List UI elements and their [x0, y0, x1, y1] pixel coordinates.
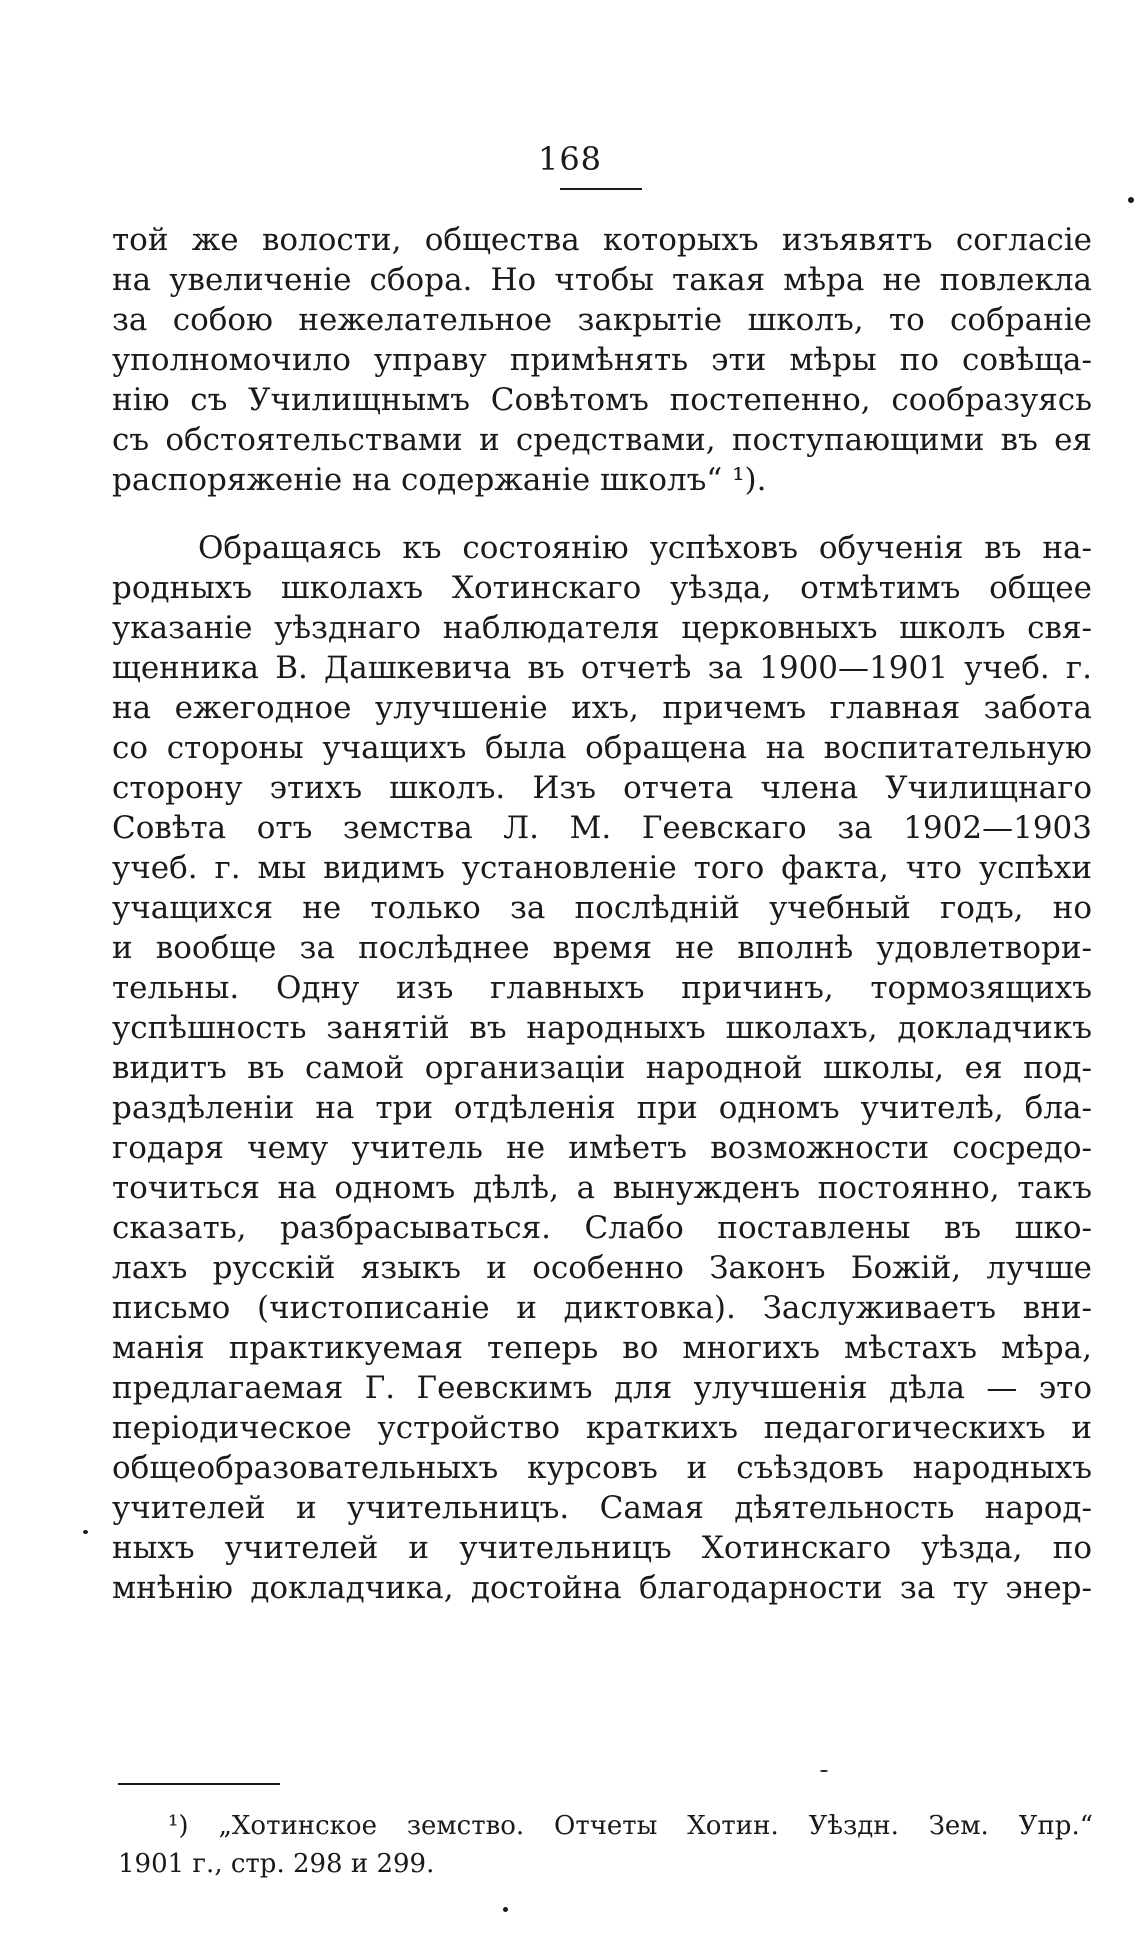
body-text: [112, 220, 1092, 1608]
text-line: сторону этихъ школъ. Изъ отчета члена Училищнаго: [112, 770, 1092, 806]
text-line: годаря чему учитель не имѣетъ возможности сосредо-: [112, 1130, 1092, 1166]
text-line: Совѣта отъ земства Л. М. Геевскаго за 1902—1903: [112, 810, 1092, 846]
text-line: учеб. г. мы видимъ установленіе того факта, что успѣхи: [112, 850, 1092, 886]
text-line: нію съ Училищнымъ Совѣтомъ постепенно, сообразуясь: [112, 382, 1092, 418]
text-line: письмо (чистописаніе и диктовка). Заслуживаетъ вни-: [112, 1290, 1092, 1326]
scan-speck: [1128, 197, 1134, 203]
footnote-line: 1901 г., стр. 298 и 299.: [118, 1849, 435, 1879]
text-line: точиться на одномъ дѣлѣ, а вынужденъ постоянно, такъ: [112, 1170, 1092, 1206]
text-line: манія практикуемая теперь во многихъ мѣстахъ мѣра,: [112, 1330, 1092, 1366]
text-line: щенника В. Дашкевича въ отчетѣ за 1900—1901 учеб. г.: [112, 650, 1092, 686]
text-line: успѣшность занятій въ народныхъ школахъ, докладчикъ: [112, 1010, 1092, 1046]
text-line: періодическое устройство краткихъ педагогическихъ и: [112, 1410, 1092, 1446]
text-line: указаніе уѣзднаго наблюдателя церковныхъ школъ свя-: [112, 610, 1092, 646]
scan-speck: [820, 1770, 828, 1772]
text-line: общеобразовательныхъ курсовъ и съѣздовъ народныхъ: [112, 1450, 1092, 1486]
text-line: уполномочило управу примѣнять эти мѣры по совѣща-: [112, 342, 1092, 378]
text-line: и вообще за послѣднее время не вполнѣ удовлетвори-: [112, 930, 1092, 966]
text-line: мнѣнію докладчика, достойна благодарности за ту энер-: [112, 1570, 1092, 1606]
paragraph-gap: [112, 500, 1092, 528]
text-line: на увеличеніе сбора. Но чтобы такая мѣра не повлекла: [112, 262, 1092, 298]
page-number: 168: [537, 140, 603, 178]
text-line: распоряженіе на содержаніе школъ“ ¹).: [112, 462, 767, 498]
text-line: родныхъ школахъ Хотинскаго уѣзда, отмѣтимъ общее: [112, 570, 1092, 606]
text-line: лахъ русскій языкъ и особенно Законъ Божій, лучше: [112, 1250, 1092, 1286]
footnote: [118, 1807, 1093, 1883]
text-line: учащихся не только за послѣдній учебный годъ, но: [112, 890, 1092, 926]
footnote-line: ¹) „Хотинское земство. Отчеты Хотин. Уѣздн. Зем. Упр.“: [168, 1811, 1093, 1841]
text-line: сказать, разбрасываться. Слабо поставлены въ шко-: [112, 1210, 1092, 1246]
text-line: ныхъ учителей и учительницъ Хотинскаго уѣзда, по: [112, 1530, 1092, 1566]
paragraph-1: [112, 220, 1092, 500]
text-line: предлагаемая Г. Геевскимъ для улучшенія дѣла — это: [112, 1370, 1092, 1406]
text-line: на ежегодное улучшеніе ихъ, причемъ главная забота: [112, 690, 1092, 726]
text-line: тельны. Одну изъ главныхъ причинъ, тормозящихъ: [112, 970, 1092, 1006]
text-line: той же волости, общества которыхъ изъявятъ согласіе: [112, 222, 1092, 258]
scan-speck: [503, 1907, 508, 1912]
text-line: за собою нежелательное закрытіе школъ, то собраніе: [112, 302, 1092, 338]
text-line: раздѣленіи на три отдѣленія при одномъ учителѣ, бла-: [112, 1090, 1092, 1126]
scan-speck: [83, 1530, 88, 1534]
page-number-rule: [560, 188, 642, 190]
text-line: видитъ въ самой организаціи народной школы, ея под-: [112, 1050, 1092, 1086]
footnote-rule: [118, 1783, 280, 1785]
text-line: учителей и учительницъ. Самая дѣятельность народ-: [112, 1490, 1092, 1526]
paragraph-2: [112, 528, 1092, 1608]
text-line: съ обстоятельствами и средствами, поступающими въ ея: [112, 422, 1092, 458]
text-line: со стороны учащихъ была обращена на воспитательную: [112, 730, 1092, 766]
text-line: Обращаясь къ состоянію успѣховъ обученія въ на-: [198, 530, 1092, 566]
